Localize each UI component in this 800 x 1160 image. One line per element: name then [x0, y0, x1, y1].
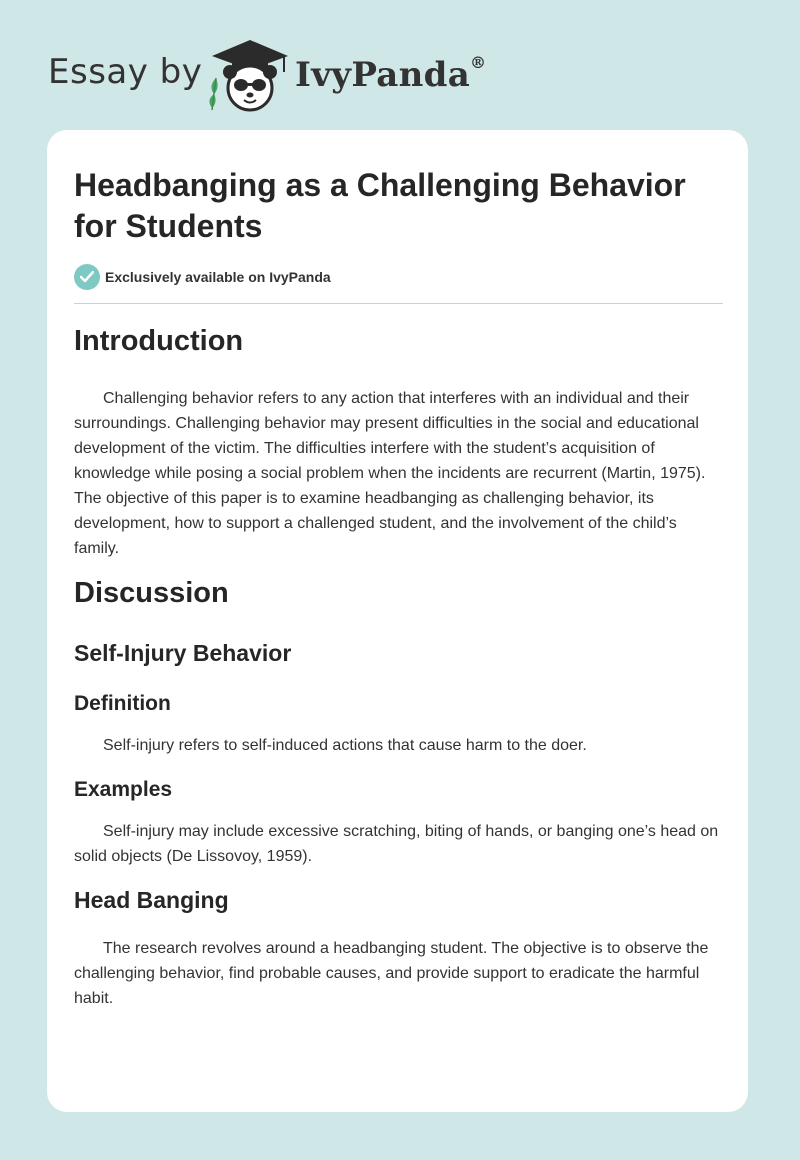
site-header	[48, 30, 548, 110]
introduction-heading: Introduction	[74, 325, 244, 357]
definition-paragraph: Self-injury refers to self-induced actions that cause harm to the doer.	[103, 737, 587, 754]
head-banging-paragraph: The research revolves around a headbanging student. The objective is to observe the challenging behavior, find probable causes, and provide support to eradicate the harmful habit.	[74, 940, 709, 1007]
essay-card	[47, 130, 748, 1112]
brand-name[interactable]: IvyPanda®	[295, 53, 487, 95]
introduction-paragraph: Challenging behavior refers to any action that interferes with an individual and their surroundings. Challenging behavior may present difficulties in the social and educational development of the victim. The difficulties interfere with the student’s acquisition of knowledge while posing a social problem when the incidents are recurrent (Martin, 1975). The objective of this paper is to examine headbanging as challenging behavior, its development, how to support a challenged student, and the involvement of the child’s family.	[74, 390, 706, 557]
head-banging-heading: Head Banging	[74, 887, 229, 913]
essay-by-label: Essay by	[48, 52, 203, 92]
check-circle-icon	[74, 264, 100, 290]
exclusive-badge	[74, 263, 331, 291]
page-title: Headbanging as a Challenging Behavior for Students	[74, 167, 686, 244]
discussion-heading: Discussion	[74, 577, 229, 609]
badge-label: Exclusively available on IvyPanda	[105, 269, 331, 285]
examples-heading: Examples	[74, 778, 173, 801]
registered-mark: ®	[470, 53, 487, 72]
panda-logo-icon[interactable]	[198, 34, 294, 112]
title-divider	[74, 303, 723, 304]
definition-heading: Definition	[74, 692, 171, 715]
examples-paragraph: Self-injury may include excessive scratching, biting of hands, or banging one’s head on solid objects (De Lissovoy, 1959).	[74, 823, 719, 865]
self-injury-heading: Self-Injury Behavior	[74, 640, 292, 666]
